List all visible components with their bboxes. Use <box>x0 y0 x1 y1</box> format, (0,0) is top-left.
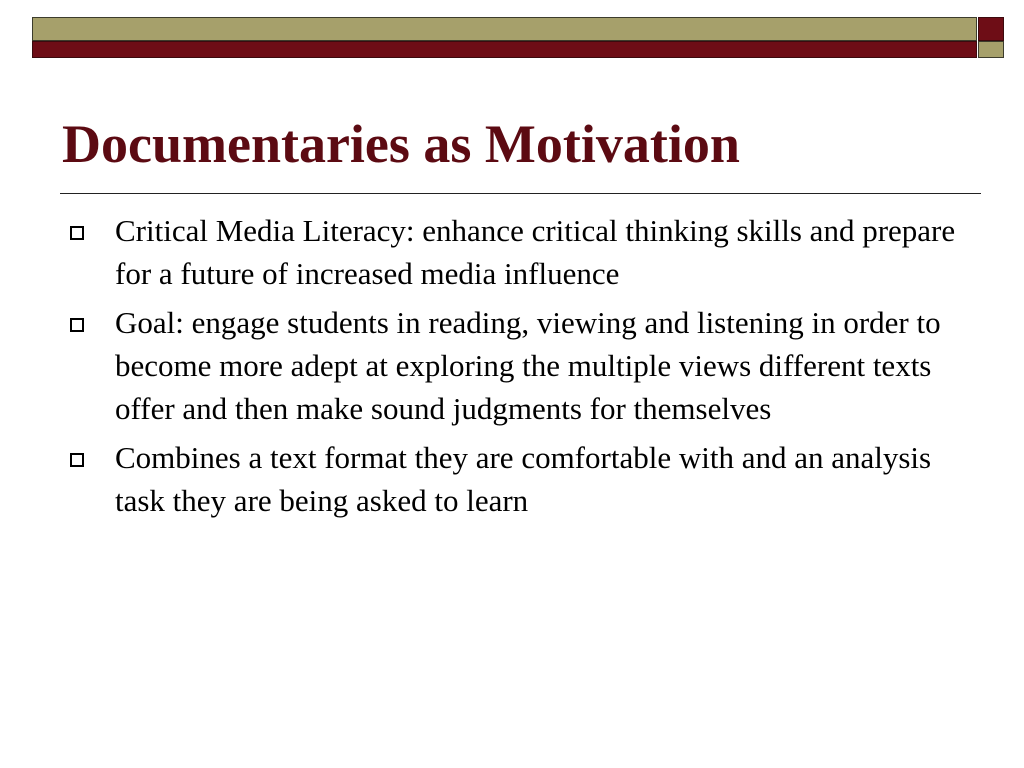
header-banner-olive-stripe <box>32 17 977 41</box>
bullet-text: Critical Media Literacy: enhance critical thinking skills and prepare for a future of increased media influence <box>115 213 956 291</box>
hollow-square-icon <box>70 226 84 240</box>
hollow-square-icon <box>70 453 84 467</box>
bullet-item <box>0 436 975 522</box>
title-divider <box>60 193 981 194</box>
bullet-item <box>0 301 975 430</box>
bullet-text: Goal: engage students in reading, viewing and listening in order to become more adept at exploring the multiple views different texts offer and then make sound judgments for themselves <box>115 305 941 426</box>
header-banner-maroon-stripe <box>32 41 977 58</box>
header-corner-olive-square <box>978 41 1004 58</box>
slide-title: Documentaries as Motivation <box>62 114 740 174</box>
bullet-text: Combines a text format they are comfortable with and an analysis task they are being asked to learn <box>115 440 932 518</box>
header-corner-maroon-square <box>978 17 1004 41</box>
hollow-square-icon <box>70 318 84 332</box>
bullet-item <box>0 209 975 295</box>
bullet-list <box>0 209 1024 528</box>
